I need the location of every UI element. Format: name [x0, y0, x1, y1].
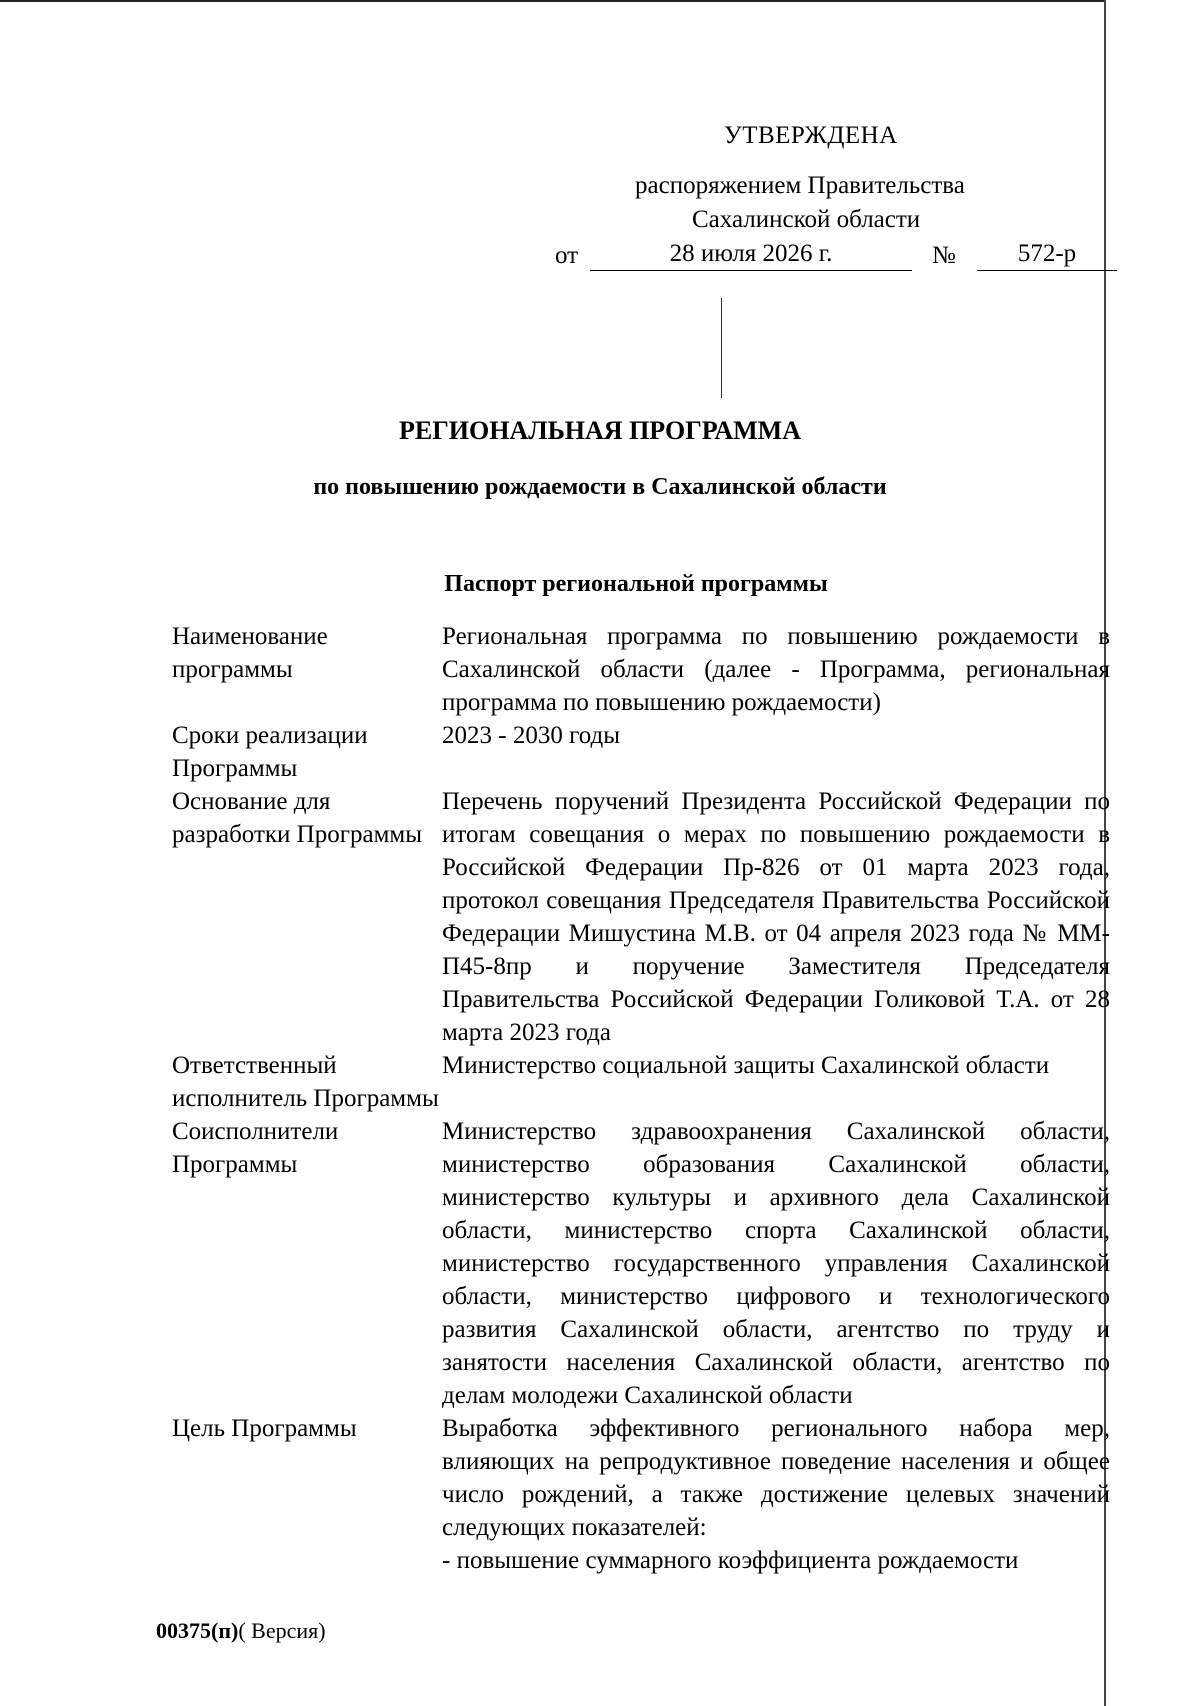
passport-row-terms — [172, 719, 1122, 785]
row-value: Министерство социальной защиты Сахалинской области — [442, 1052, 1050, 1079]
approval-title: УТВЕРЖДЕНА — [724, 122, 898, 149]
scan-vertical-line — [721, 298, 722, 398]
passport-row-name — [172, 620, 1122, 719]
row-label: Ответственный исполнитель Программы — [172, 1052, 439, 1112]
row-value: 2023 - 2030 годы — [442, 722, 621, 749]
passport-title: Паспорт региональной программы — [444, 571, 828, 597]
approval-line-2: Сахалинской области — [692, 206, 921, 233]
row-value: Выработка эффективного регионального набора мер, влияющих на репродуктивное поведение населения и общее число рождений, а также достижение целевых значений следующих показателей: - повышение суммарного коэффициента рождаемости — [442, 1415, 1110, 1574]
approval-number: 572-р — [977, 240, 1117, 271]
passport-row-basis — [172, 785, 1122, 1049]
row-label: Наименование программы — [172, 623, 328, 683]
top-border-line — [0, 0, 1104, 2]
row-label: Соисполнители Программы — [172, 1118, 339, 1178]
document-subtitle: по повышению рождаемости в Сахалинской области — [313, 474, 887, 500]
passport-table — [172, 620, 1122, 1577]
approval-from-label: от — [555, 242, 579, 269]
footer-code — [156, 1618, 326, 1644]
row-value: Министерство здравоохранения Сахалинской области, министерство образования Сахалинской области, министерство культуры и архивного дела Сахалинской области, министерство спорта Сахалинской области, министерство государственного управления Сахалинской области, министерство цифрового и технологического развития Сахалинской области, агентство по труду и занятости населения Сахалинской области, агентство по делам молодежи Сахалинской области — [442, 1118, 1110, 1409]
row-label: Цель Программы — [172, 1415, 357, 1442]
footer-code-text: 00375(п) — [156, 1618, 239, 1643]
passport-row-goal — [172, 1412, 1122, 1577]
approval-line-1: распоряжением Правительства — [635, 172, 965, 199]
passport-row-coexecutors — [172, 1115, 1122, 1412]
passport-row-responsible — [172, 1049, 1122, 1115]
footer-version: ( Версия) — [238, 1618, 326, 1643]
row-label: Основание для разработки Программы — [172, 788, 422, 848]
approval-date: 28 июля 2026 г. — [590, 240, 912, 271]
row-label: Сроки реализации Программы — [172, 722, 368, 782]
row-value: Региональная программа по повышению рождаемости в Сахалинской области (далее - Программа, региональная программа по повышению рождаемости) — [442, 623, 1110, 716]
row-value: Перечень поручений Президента Российской Федерации по итогам совещания о мерах по повышению рождаемости в Российской Федерации Пр-826 от 01 марта 2023 года, протокол совещания Председателя Правительства Российской Федерации Мишустина М.В. от 04 апреля 2023 года № ММ-П45-8пр и поручение Заместителя Председателя Правительства Российской Федерации Голиковой Т.А. от 28 марта 2023 года — [442, 788, 1110, 1046]
document-title: РЕГИОНАЛЬНАЯ ПРОГРАММА — [399, 416, 801, 445]
approval-number-sign: № — [932, 242, 956, 269]
